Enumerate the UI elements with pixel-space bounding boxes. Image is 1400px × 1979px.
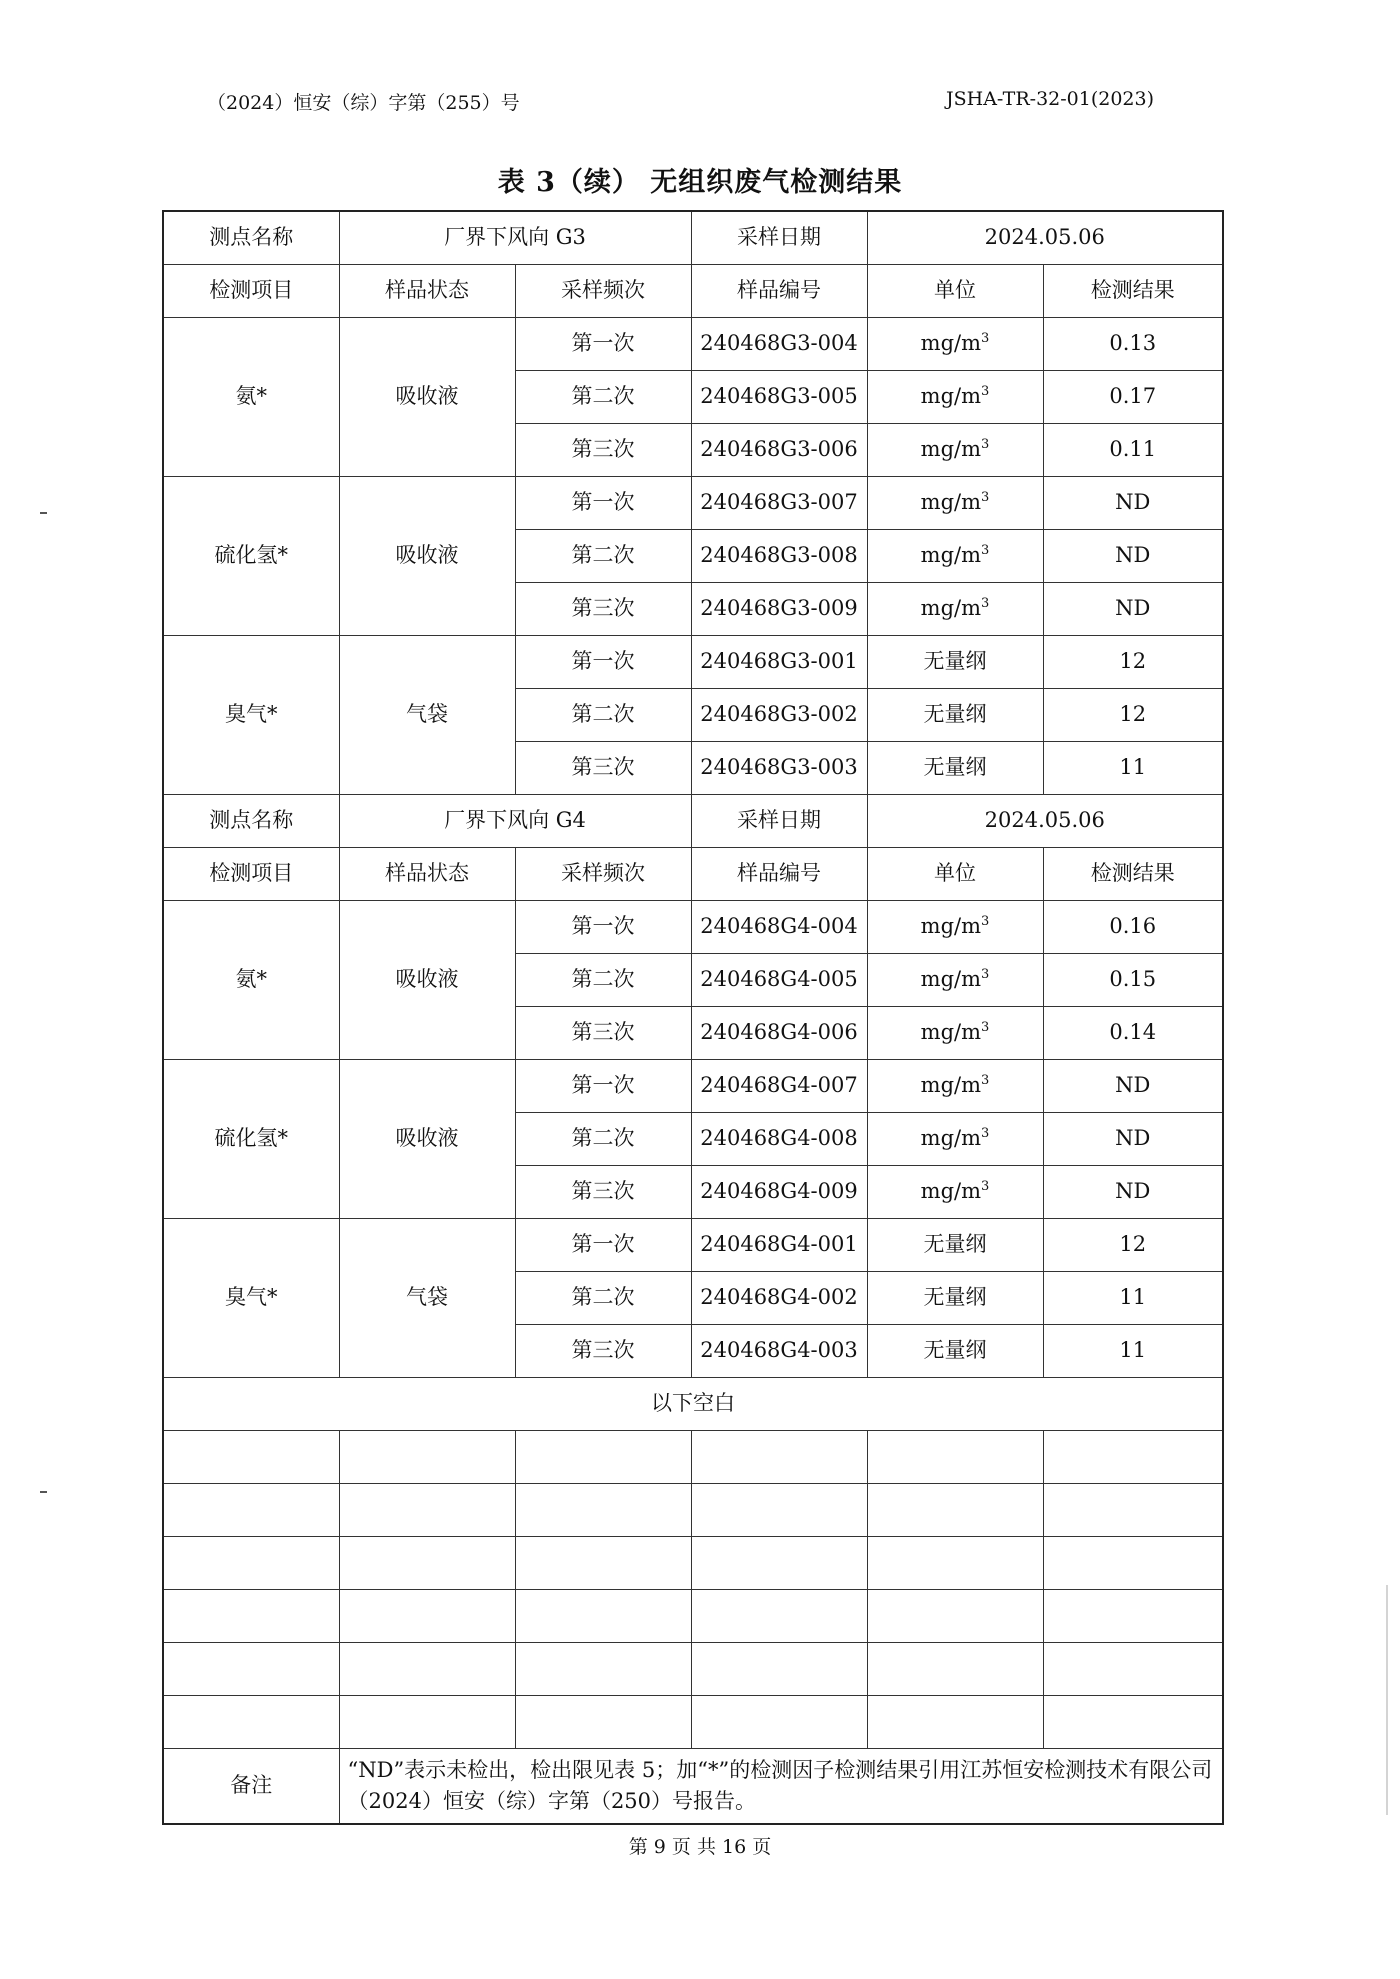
table-row: [163, 476, 1223, 529]
remarks-text: “ND”表示未检出，检出限见表 5；加“*”的检测因子检测结果引用江苏恒安检测技术有限公司（2024）恒安（综）字第（250）号报告。: [339, 1748, 1223, 1824]
result: 12: [1043, 688, 1223, 741]
empty-row: [163, 1695, 1223, 1748]
table-row: [163, 1218, 1223, 1271]
point-name-label: 测点名称: [163, 211, 339, 264]
point-info-row: [163, 794, 1223, 847]
unit-superscript: 3: [981, 383, 990, 399]
empty-cell: [867, 1430, 1043, 1483]
empty-cell: [691, 1589, 867, 1642]
empty-cell: [163, 1430, 339, 1483]
table-row: [163, 317, 1223, 370]
result: 0.14: [1043, 1006, 1223, 1059]
frequency: 第一次: [515, 1059, 691, 1112]
sample-no: 240468G4-009: [691, 1165, 867, 1218]
unit-text: 无量纲: [923, 1231, 987, 1256]
point-name-value: 厂界下风向 G4: [339, 794, 691, 847]
empty-cell: [691, 1536, 867, 1589]
frequency: 第三次: [515, 741, 691, 794]
frequency: 第一次: [515, 476, 691, 529]
table-row: [163, 1059, 1223, 1112]
frequency: 第一次: [515, 900, 691, 953]
unit-text: 无量纲: [923, 1284, 987, 1309]
frequency: 第三次: [515, 423, 691, 476]
frequency: 第一次: [515, 635, 691, 688]
column-header-row: [163, 847, 1223, 900]
empty-cell: [691, 1430, 867, 1483]
result: ND: [1043, 476, 1223, 529]
unit-superscript: 3: [981, 1125, 990, 1141]
unit: [867, 1165, 1043, 1218]
col-frequency: 采样频次: [515, 264, 691, 317]
table-row: [163, 635, 1223, 688]
empty-cell: [163, 1695, 339, 1748]
unit-text: mg/m: [920, 1125, 982, 1150]
sample-no: 240468G4-007: [691, 1059, 867, 1112]
result: 0.13: [1043, 317, 1223, 370]
sample-state: 气袋: [339, 1218, 515, 1377]
unit-text: mg/m: [920, 595, 982, 620]
sample-date-label: 采样日期: [691, 211, 867, 264]
empty-cell: [1043, 1483, 1223, 1536]
sample-no: 240468G4-008: [691, 1112, 867, 1165]
sample-no: 240468G4-001: [691, 1218, 867, 1271]
empty-cell: [339, 1483, 515, 1536]
empty-cell: [691, 1642, 867, 1695]
page-footer: 第 9 页 共 16 页: [628, 1836, 772, 1858]
col-sample-no: 样品编号: [691, 847, 867, 900]
sample-date-value: 2024.05.06: [867, 211, 1223, 264]
empty-cell: [163, 1483, 339, 1536]
result: ND: [1043, 1059, 1223, 1112]
unit-text: mg/m: [920, 330, 982, 355]
col-unit: 单位: [867, 847, 1043, 900]
unit: [867, 1112, 1043, 1165]
frequency: 第二次: [515, 1112, 691, 1165]
result: ND: [1043, 1112, 1223, 1165]
point-name-label: 测点名称: [163, 794, 339, 847]
document-code: JSHA-TR-32-01(2023): [946, 88, 1155, 110]
unit-superscript: 3: [981, 1072, 990, 1088]
empty-cell: [867, 1589, 1043, 1642]
unit-text: mg/m: [920, 383, 982, 408]
result: 0.11: [1043, 423, 1223, 476]
sample-date-value: 2024.05.06: [867, 794, 1223, 847]
sample-no: 240468G3-007: [691, 476, 867, 529]
unit-superscript: 3: [981, 330, 990, 346]
result: ND: [1043, 529, 1223, 582]
sample-state: 吸收液: [339, 1059, 515, 1218]
col-sample-state: 样品状态: [339, 847, 515, 900]
sample-no: 240468G4-004: [691, 900, 867, 953]
scan-mark: [40, 512, 47, 514]
result: 12: [1043, 635, 1223, 688]
sample-state: 气袋: [339, 635, 515, 794]
unit-superscript: 3: [981, 913, 990, 929]
unit: [867, 476, 1043, 529]
empty-cell: [339, 1695, 515, 1748]
empty-cell: [515, 1430, 691, 1483]
empty-cell: [515, 1589, 691, 1642]
empty-cell: [339, 1642, 515, 1695]
unit-text: mg/m: [920, 1019, 982, 1044]
empty-cell: [515, 1695, 691, 1748]
unit: [867, 1218, 1043, 1271]
col-sample-state: 样品状态: [339, 264, 515, 317]
unit: [867, 900, 1043, 953]
empty-cell: [515, 1642, 691, 1695]
result: ND: [1043, 582, 1223, 635]
frequency: 第三次: [515, 1006, 691, 1059]
col-frequency: 采样频次: [515, 847, 691, 900]
sample-no: 240468G3-006: [691, 423, 867, 476]
item-name: 氨*: [163, 900, 339, 1059]
table-title: 表 3（续） 无组织废气检测结果: [497, 167, 903, 198]
unit-superscript: 3: [981, 436, 990, 452]
empty-cell: [163, 1589, 339, 1642]
empty-row: [163, 1430, 1223, 1483]
sample-no: 240468G3-004: [691, 317, 867, 370]
unit-text: mg/m: [920, 913, 982, 938]
empty-cell: [867, 1483, 1043, 1536]
sample-no: 240468G4-002: [691, 1271, 867, 1324]
empty-cell: [691, 1695, 867, 1748]
sample-no: 240468G3-005: [691, 370, 867, 423]
unit: [867, 317, 1043, 370]
frequency: 第二次: [515, 688, 691, 741]
unit-text: mg/m: [920, 436, 982, 461]
frequency: 第二次: [515, 1271, 691, 1324]
sample-date-label: 采样日期: [691, 794, 867, 847]
frequency: 第三次: [515, 1324, 691, 1377]
sample-no: 240468G3-003: [691, 741, 867, 794]
unit: [867, 635, 1043, 688]
frequency: 第一次: [515, 1218, 691, 1271]
remarks-row: [163, 1748, 1223, 1824]
unit-text: 无量纲: [923, 1337, 987, 1362]
empty-cell: [867, 1695, 1043, 1748]
unit-text: mg/m: [920, 1072, 982, 1097]
scan-mark: [40, 1491, 47, 1493]
sample-state: 吸收液: [339, 900, 515, 1059]
item-name: 臭气*: [163, 635, 339, 794]
unit-superscript: 3: [981, 489, 990, 505]
item-name: 臭气*: [163, 1218, 339, 1377]
empty-row: [163, 1642, 1223, 1695]
unit-superscript: 3: [981, 966, 990, 982]
unit-superscript: 3: [981, 595, 990, 611]
unit-text: 无量纲: [923, 754, 987, 779]
unit: [867, 370, 1043, 423]
item-name: 硫化氢*: [163, 1059, 339, 1218]
unit-superscript: 3: [981, 542, 990, 558]
point-info-row: [163, 211, 1223, 264]
unit: [867, 1006, 1043, 1059]
result: ND: [1043, 1165, 1223, 1218]
col-item: 检测项目: [163, 847, 339, 900]
col-item: 检测项目: [163, 264, 339, 317]
sample-no: 240468G3-001: [691, 635, 867, 688]
result: 11: [1043, 1271, 1223, 1324]
unit: [867, 529, 1043, 582]
sample-no: 240468G4-005: [691, 953, 867, 1006]
empty-cell: [867, 1536, 1043, 1589]
empty-cell: [691, 1483, 867, 1536]
unit: [867, 582, 1043, 635]
unit: [867, 953, 1043, 1006]
empty-cell: [1043, 1642, 1223, 1695]
sample-no: 240468G3-008: [691, 529, 867, 582]
empty-cell: [1043, 1430, 1223, 1483]
unit: [867, 1059, 1043, 1112]
empty-cell: [163, 1536, 339, 1589]
frequency: 第二次: [515, 370, 691, 423]
empty-row: [163, 1483, 1223, 1536]
table-row: [163, 900, 1223, 953]
frequency: 第三次: [515, 582, 691, 635]
sample-no: 240468G4-006: [691, 1006, 867, 1059]
blank-text: 以下空白: [163, 1377, 1223, 1430]
empty-row: [163, 1589, 1223, 1642]
empty-cell: [1043, 1589, 1223, 1642]
empty-cell: [339, 1430, 515, 1483]
col-unit: 单位: [867, 264, 1043, 317]
report-number: （2024）恒安（综）字第（255）号: [207, 92, 520, 114]
sample-no: 240468G3-009: [691, 582, 867, 635]
unit: [867, 688, 1043, 741]
unit-text: mg/m: [920, 1178, 982, 1203]
item-name: 氨*: [163, 317, 339, 476]
item-name: 硫化氢*: [163, 476, 339, 635]
empty-cell: [1043, 1695, 1223, 1748]
empty-cell: [515, 1536, 691, 1589]
blank-row: [163, 1377, 1223, 1430]
empty-cell: [163, 1642, 339, 1695]
unit-text: 无量纲: [923, 648, 987, 673]
empty-cell: [867, 1642, 1043, 1695]
results-table: [162, 210, 1224, 1825]
result: 11: [1043, 741, 1223, 794]
sample-state: 吸收液: [339, 317, 515, 476]
frequency: 第二次: [515, 953, 691, 1006]
unit-text: 无量纲: [923, 701, 987, 726]
unit-text: mg/m: [920, 542, 982, 567]
unit: [867, 423, 1043, 476]
unit: [867, 1271, 1043, 1324]
empty-cell: [339, 1536, 515, 1589]
unit-text: mg/m: [920, 489, 982, 514]
result: 0.16: [1043, 900, 1223, 953]
frequency: 第一次: [515, 317, 691, 370]
unit-superscript: 3: [981, 1019, 990, 1035]
sample-no: 240468G3-002: [691, 688, 867, 741]
empty-cell: [339, 1589, 515, 1642]
result: 11: [1043, 1324, 1223, 1377]
scan-mark: [1386, 1585, 1388, 1815]
empty-cell: [1043, 1536, 1223, 1589]
column-header-row: [163, 264, 1223, 317]
result: 12: [1043, 1218, 1223, 1271]
sample-state: 吸收液: [339, 476, 515, 635]
remarks-label: 备注: [163, 1748, 339, 1824]
col-sample-no: 样品编号: [691, 264, 867, 317]
result: 0.15: [1043, 953, 1223, 1006]
frequency: 第二次: [515, 529, 691, 582]
sample-no: 240468G4-003: [691, 1324, 867, 1377]
unit: [867, 741, 1043, 794]
empty-row: [163, 1536, 1223, 1589]
unit: [867, 1324, 1043, 1377]
col-result: 检测结果: [1043, 847, 1223, 900]
unit-text: mg/m: [920, 966, 982, 991]
point-name-value: 厂界下风向 G3: [339, 211, 691, 264]
unit-superscript: 3: [981, 1178, 990, 1194]
empty-cell: [515, 1483, 691, 1536]
col-result: 检测结果: [1043, 264, 1223, 317]
result: 0.17: [1043, 370, 1223, 423]
frequency: 第三次: [515, 1165, 691, 1218]
